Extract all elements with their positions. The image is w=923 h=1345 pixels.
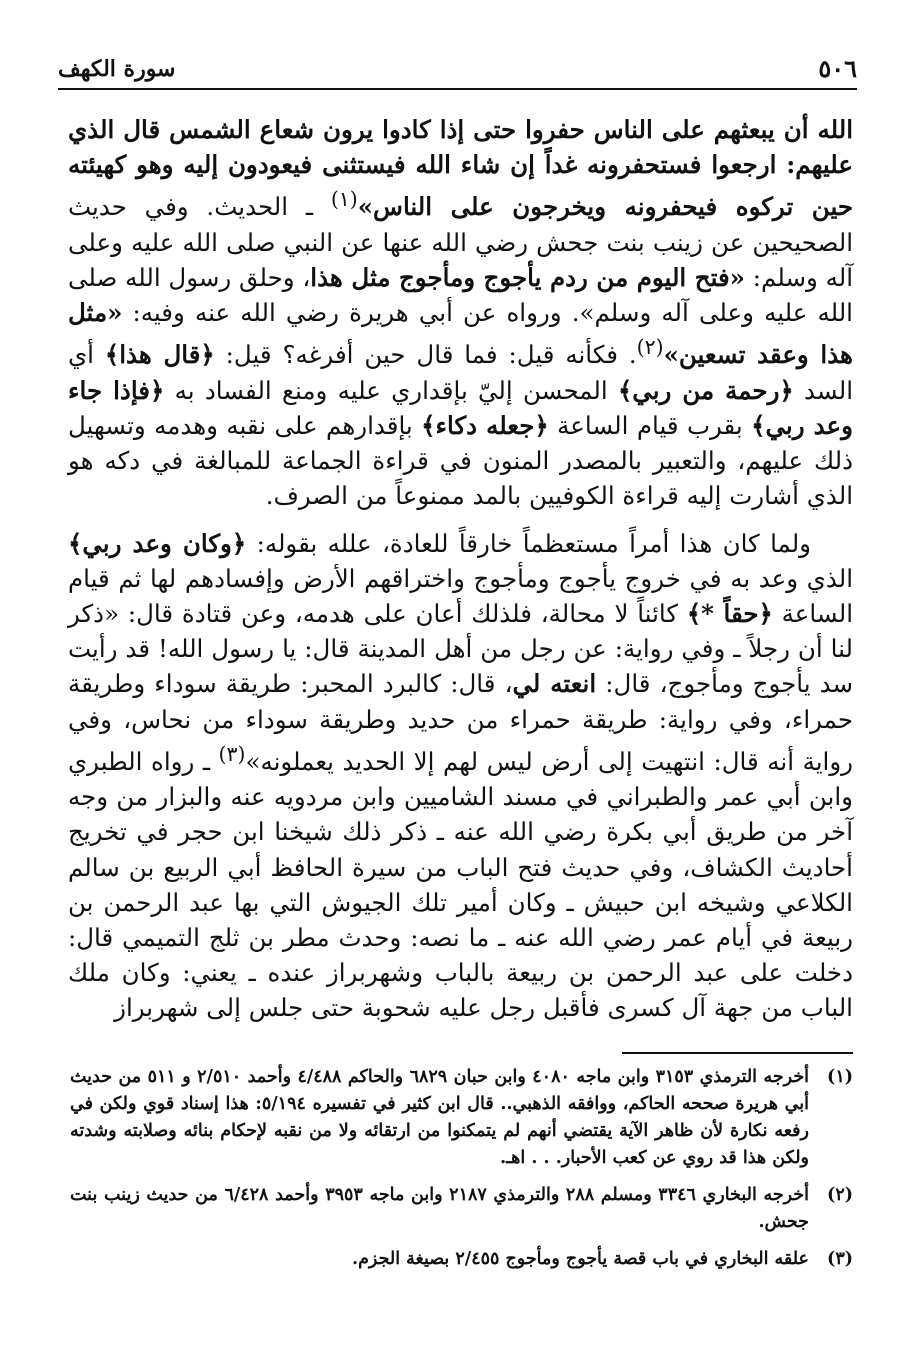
footnote-number: (١)	[827, 1067, 853, 1087]
text-run: أي السد	[68, 340, 853, 405]
text-run: الذي وعد به في خروج يأجوج ومأجوج واختراقهم الأرض وإفسادهم لها ثم قيام الساعة	[68, 563, 854, 628]
quran-quote: ﴿رحمة من ربي﴾	[617, 375, 794, 405]
footnote-ref: (١)	[330, 187, 358, 212]
text-run: بقرب قيام الساعة	[548, 410, 752, 440]
text-run: ولما كان هذا أمراً مستعظماً خارقاً للعادة، علله بقوله:	[246, 528, 811, 558]
quran-quote: ﴿قال هذا﴾	[104, 340, 215, 370]
page-header	[58, 48, 857, 90]
footnotes	[70, 1064, 853, 1283]
hadith-quote: «فتح اليوم من ردم يأجوج ومأجوج مثل هذا	[310, 262, 745, 292]
footnote-ref: (٢)	[636, 335, 664, 360]
quran-quote: ﴿جعله دكاء﴾	[421, 410, 549, 440]
text-run: كائناً لا محالة، فلذلك أعان على هدمه، وعن قتادة قال: «ذكر لنا أن رجلاً ـ وفي رواية: عن رجل من أهل المدينة قال: يا رسول الله! قد رأيت سد يأجوج ومأجوج، قال:	[68, 598, 854, 699]
main-text	[68, 112, 853, 1026]
hadith-quote: الله أن يبعثهم على الناس حفروا حتى إذا كادوا يرون شعاع الشمس قال الذي عليهم: ارجعوا فستحفرونه غداً إن شاء الله فيستثنى فيعودون إليه وهو كهيئته حين تركوه فيحفرونه ويخرجون على الناس»	[68, 115, 853, 222]
text-run: ، وحلق رسول الله صلى الله عليه وعلى آله وسلم». ورواه عن أبي هريرة رضي الله عنه وفيه:	[68, 262, 853, 328]
footnote-text: أخرجه الترمذي ٣١٥٣ وابن ماجه ٤٠٨٠ وابن حبان ٦٨٢٩ والحاكم ٤/٤٨٨ وأحمد ٢/٥١٠ و ٥١١ من حديث أبي هريرة صححه الحاكم، ووافقه الذهبي.. قال ابن كثير في تفسيره ٥/١٩٤: هذا إسناد قوي ولكن في رفعه نكارة لأن ظاهر الآية يقتضي أنهم لم يتمكنوا من ارتقائه ولا من نقبه لإحكام بنائه وصلابته وشدته ولكن هذا قد روي عن كعب الأحبار. . . اهـ.	[70, 1067, 810, 1168]
hadith-quote: انعته لي	[512, 669, 597, 699]
text-run: المحسن إليّ بإقداري عليه ومنع الفساد به	[164, 375, 618, 405]
quran-quote: ﴿وكان وعد ربي﴾	[68, 528, 247, 558]
footnote-text: أخرجه البخاري ٣٣٤٦ ومسلم ٢٨٨ والترمذي ٢١٨٧ وابن ماجه ٣٩٥٣ وأحمد ٦/٤٢٨ من حديث زينب بنت جحش.	[70, 1185, 809, 1232]
text-run: ـ رواه الطبري وابن أبي عمر والطبراني في مسند الشاميين وابن مردويه عنه والبزار من وجه آخر من طريق أبي بكرة رضي الله عنه ـ ذكر ذلك شيخنا ابن حجر في تخريج أحاديث الكشاف، وفي حديث فتح الباب من سيرة الحافظ أبي الربيع بن سالم الكلاعي وشيخه ابن حبيش ـ وكان أمير تلك الجيوش التي بها عبد الرحمن بن ربيعة في أيام عمر رضي الله عنه ـ ما نصه: وحدث مطر بن ثلج التميمي قال: دخلت على عبد الرحمن بن ربيعة بالباب وشهربراز عنده ـ يعني: وكان ملك الباب من جهة آل كسرى فأقبل رجل عليه شحوبة حتى جلس إلى شهربراز	[68, 746, 853, 1023]
footnote	[70, 1182, 853, 1236]
paragraph	[68, 112, 853, 514]
quran-quote: ﴿فإذا جاء وعد ربي﴾	[68, 375, 853, 440]
page-number: ٥٠٦	[818, 54, 857, 83]
text-run: ، قال: كالبرد المحبر: طريقة سوداء وطريقة حمراء، وفي رواية: طريقة حمراء من حديد وطريقة سوداء من نحاس، وفي رواية أنه قال: انتهيت إلى أرض ليس لهم إلا الحديد يعملونه»	[68, 669, 853, 776]
paragraph	[68, 526, 853, 1026]
text-run: بإقدارهم على نقبه وهدمه وتسهيل ذلك عليهم، والتعبير بالمصدر المنون في قراءة الجماعة للمبالغة في دكه هو الذي أشارت إليه قراءة الكوفيين بالمد ممنوعاً من الصرف.	[68, 410, 853, 511]
running-title: سورة الكهف	[58, 56, 176, 82]
hadith-quote: «مثل هذا وعقد تسعين»	[68, 298, 853, 370]
footnote	[70, 1246, 853, 1273]
footnote-text: علقه البخاري في باب قصة يأجوج ومأجوج ٢/٤٥٥ بصيغة الجزم.	[351, 1249, 809, 1269]
footnote	[70, 1064, 853, 1172]
footnote-number: (٣)	[827, 1249, 853, 1269]
footnote-number: (٢)	[827, 1185, 853, 1205]
footnote-divider	[622, 1052, 853, 1054]
footnote-ref: (٣)	[218, 741, 246, 766]
quran-quote: ﴿حقاً *﴾	[686, 598, 773, 628]
text-run: ـ الحديث. وفي حديث الصحيحين عن زينب بنت جحش رضي الله عنها عن النبي صلى الله عليه وعلى آله وسلم:	[68, 192, 853, 292]
text-run: . فكأنه قيل: فما قال حين أفرغه؟ قيل:	[214, 340, 637, 370]
